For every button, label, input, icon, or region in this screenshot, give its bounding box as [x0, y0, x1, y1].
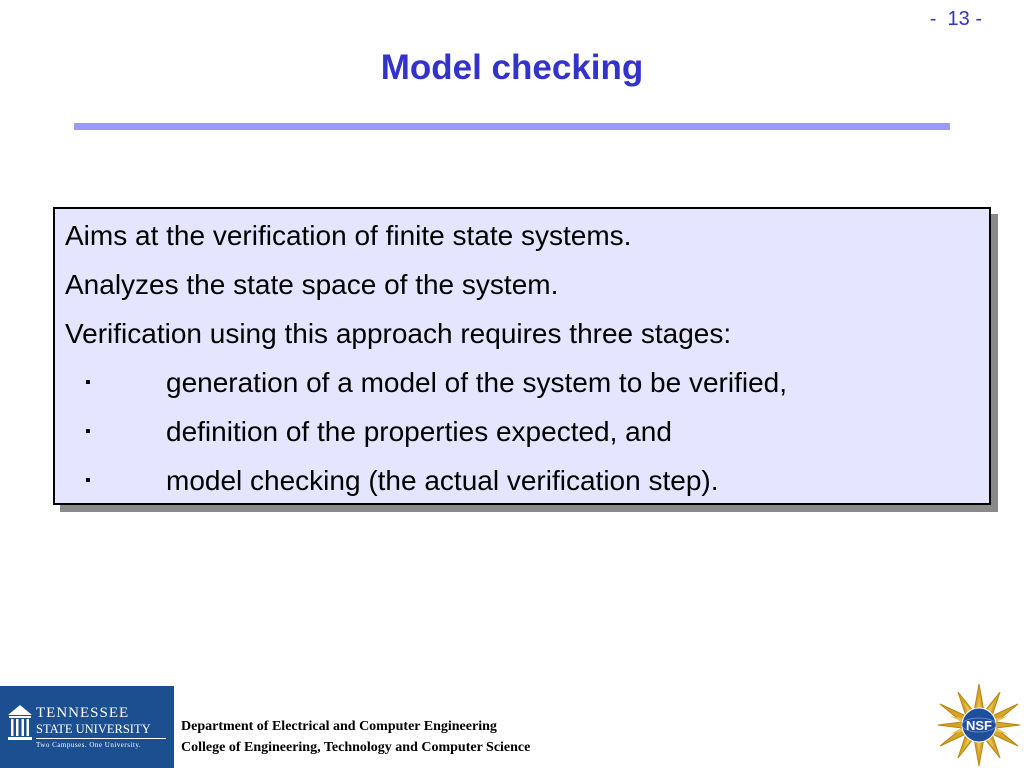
bullet-marker-icon: ▪	[85, 374, 91, 391]
content-line: Analyzes the state space of the system.	[65, 269, 559, 300]
building-icon	[6, 703, 34, 743]
page-number: - 13 -	[929, 8, 982, 30]
slide-title: Model checking	[380, 48, 644, 87]
tsu-logo	[0, 686, 174, 768]
department-name: Department of Electrical and Computer Engineering	[181, 719, 497, 734]
bullet-marker-icon: ▪	[85, 472, 91, 489]
footer-text	[181, 716, 530, 758]
content-line: Aims at the verification of finite state systems.	[65, 220, 632, 251]
tsu-name-line1: TENNESSEE	[36, 705, 130, 721]
college-name: College of Engineering, Technology and Computer Science	[181, 740, 531, 755]
bullet-item: generation of a model of the system to be verified,	[166, 367, 788, 398]
tsu-divider	[36, 738, 166, 739]
nsf-logo	[936, 682, 1022, 768]
bullet-marker-icon: ▪	[85, 423, 91, 440]
content-line: Verification using this approach requires three stages:	[65, 318, 732, 349]
bullet-item: definition of the properties expected, and	[166, 416, 672, 447]
content-box	[53, 207, 991, 505]
tsu-tagline: Two Campuses. One University.	[36, 741, 142, 749]
title-underline	[74, 123, 950, 130]
tsu-name-line2: STATE UNIVERSITY	[36, 722, 151, 736]
nsf-label: NSF	[966, 718, 992, 733]
bullet-item: model checking (the actual verification step).	[166, 465, 719, 496]
